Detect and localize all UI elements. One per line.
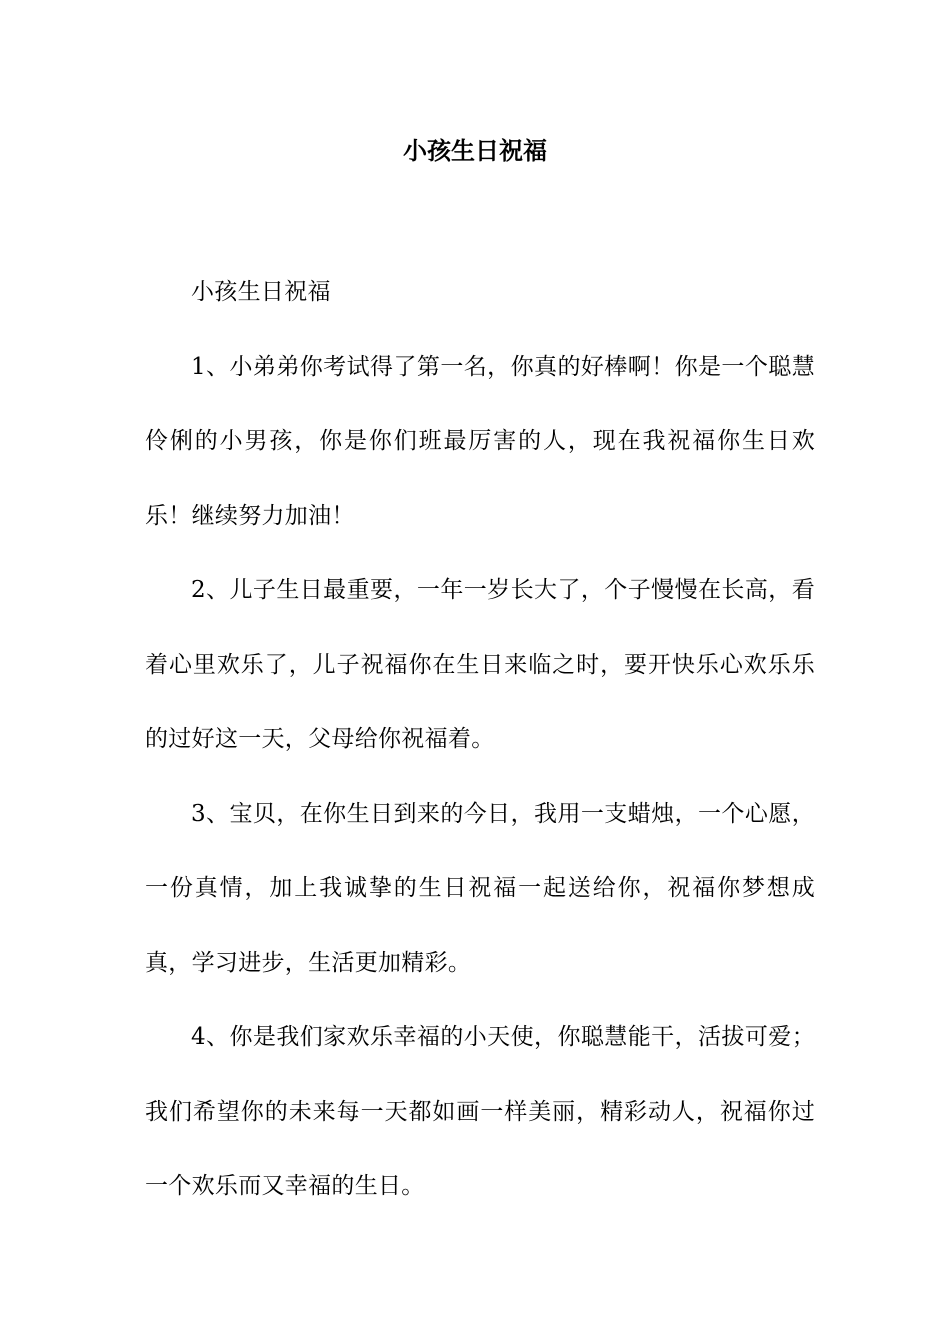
paragraph-wish-3: 3、宝贝，在你生日到来的今日，我用一支蜡烛，一个心愿，一份真情，加上我诚挚的生日祝福一起送给你，祝福你梦想成真，学习进步，生活更加精彩。 (145, 800, 815, 976)
document-body (145, 255, 815, 1224)
paragraph-wish-1: 1、小弟弟你考试得了第一名，你真的好棒啊！你是一个聪慧伶俐的小男孩，你是你们班最厉害的人，现在我祝福你生日欢乐！继续努力加油！ (145, 353, 815, 529)
paragraph-subtitle: 小孩生日祝福 (191, 279, 331, 305)
paragraph-wish-4: 4、你是我们家欢乐幸福的小天使，你聪慧能干，活拔可爱；我们希望你的未来每一天都如画一样美丽，精彩动人，祝福你过一个欢乐而又幸福的生日。 (145, 1024, 815, 1199)
document-title: 小孩生日祝福 (403, 137, 547, 165)
paragraph-wish-2: 2、儿子生日最重要，一年一岁长大了，个子慢慢在长高，看着心里欢乐了，儿子祝福你在生日来临之时，要开快乐心欢乐乐的过好这一天，父母给你祝福着。 (145, 577, 815, 752)
